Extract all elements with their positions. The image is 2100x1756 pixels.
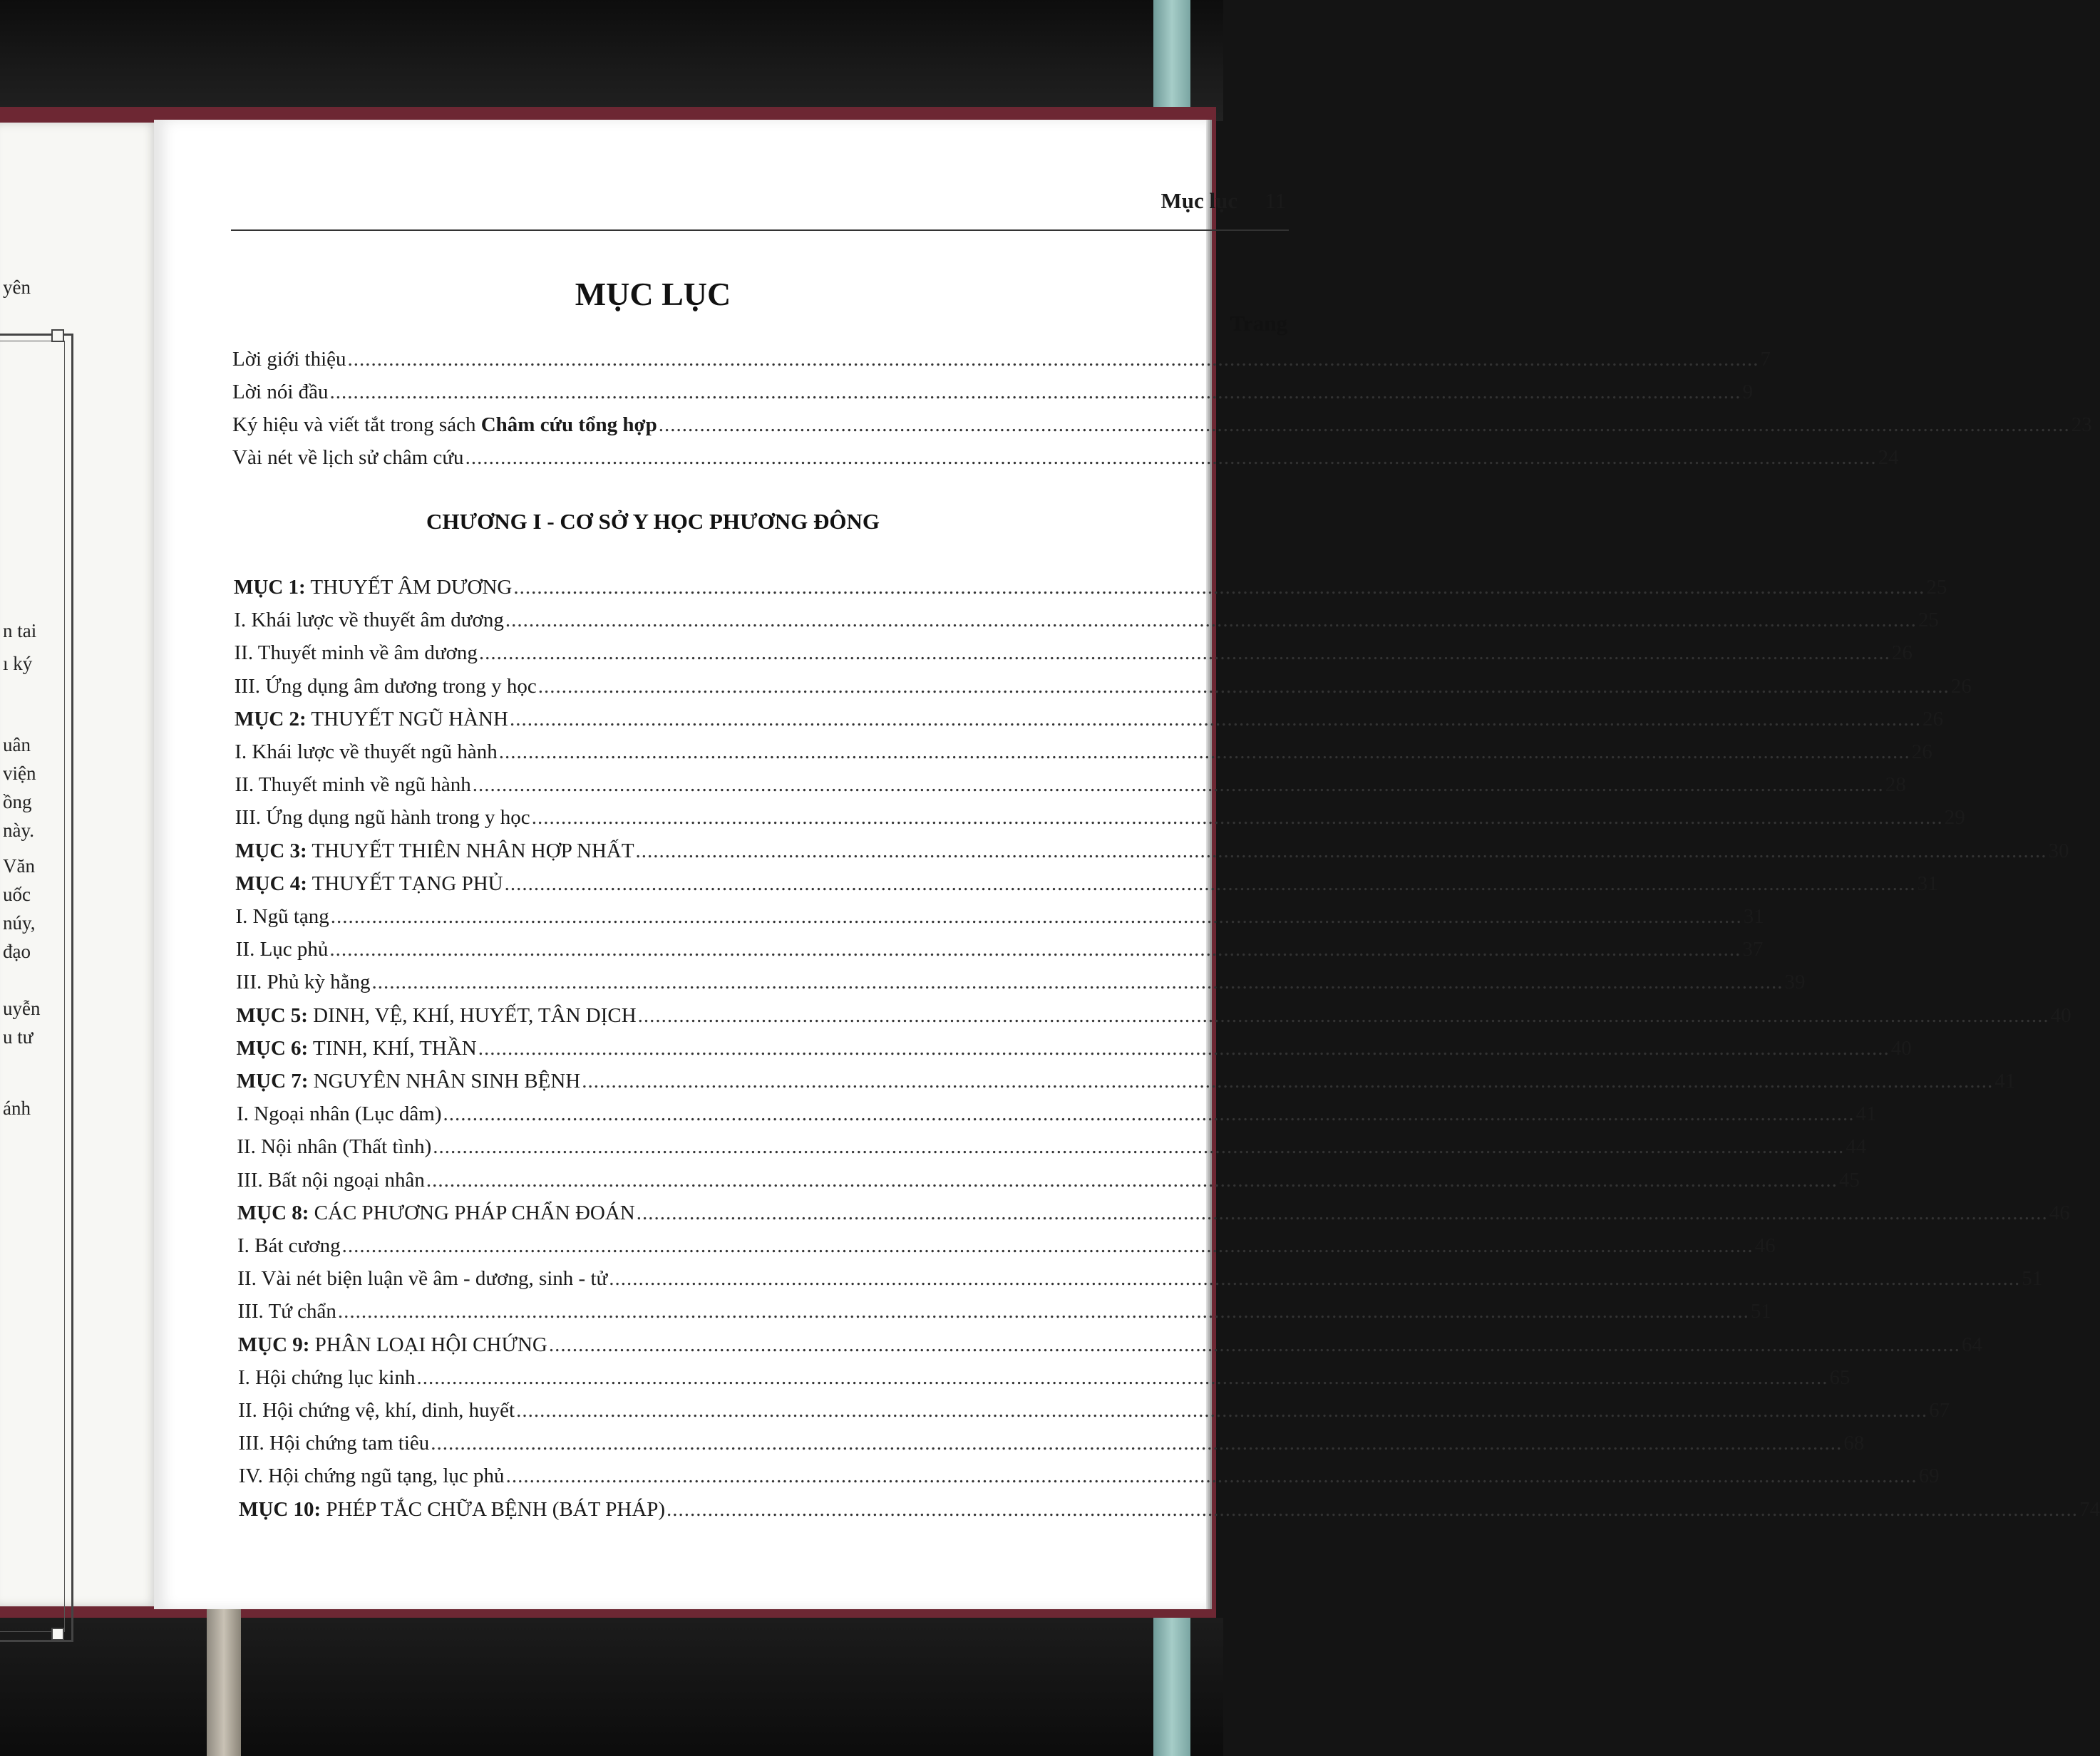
toc-entry-label: [237, 1070, 581, 1093]
toc-entry-text: Lời giới thiệu: [232, 348, 346, 371]
toc-entry-page-number: 9: [1742, 381, 1754, 403]
dot-leader: [431, 1432, 1842, 1455]
running-head-title: Mục lục: [1160, 188, 1238, 213]
dot-leader: [478, 1037, 1890, 1060]
toc-entry-text: II. Lục phủ: [235, 938, 329, 961]
toc-entry-page-number: 28: [1885, 773, 1906, 797]
toc-entry-label: [237, 1267, 607, 1291]
dot-leader: [513, 576, 1925, 599]
toc-entry-label: [238, 1300, 336, 1323]
toc-entry-page-number: 24: [1878, 446, 1899, 469]
dot-leader: [506, 1465, 1918, 1488]
toc-entry-label: [234, 609, 504, 632]
toc-entry-bold-text: MỤC 4:: [235, 872, 307, 895]
right-page: [154, 120, 2100, 1609]
dot-leader: [443, 1102, 1854, 1126]
toc-entry-label: [236, 971, 370, 994]
toc-entry: [235, 938, 1764, 968]
dot-leader: [473, 773, 1884, 797]
toc-entry-text: I. Khái lược về thuyết ngũ hành: [235, 740, 498, 763]
toc-entry: [237, 1267, 2043, 1297]
frame-corner-ornament: [51, 1628, 64, 1641]
toc-entry-text: NGUYÊN NHÂN SINH BỆNH: [308, 1070, 581, 1093]
toc-entry-page-number: 40: [1890, 1036, 1912, 1060]
toc-entry-label: [237, 1037, 477, 1060]
toc-entry-label: [232, 348, 346, 371]
toc-entry: [238, 1465, 1940, 1494]
left-page-text-fragment: n tai: [3, 620, 37, 641]
toc-entry: [232, 381, 1754, 410]
left-page-text-fragment: uốc: [3, 884, 31, 905]
dot-leader: [516, 1399, 1927, 1422]
dot-leader: [329, 938, 1741, 961]
toc-entry-bold-text: MỤC 7:: [236, 1070, 309, 1093]
toc-entry-page-number: 51: [1750, 1300, 1771, 1323]
toc-entry: [236, 971, 1806, 1001]
toc-entry-text: THUYẾT TẠNG PHỦ: [307, 872, 503, 895]
page-column-header: Trang: [1230, 311, 1287, 336]
toc-entry-label: [237, 1202, 635, 1225]
toc-entry-text: III. Ứng dụng ngũ hành trong y học: [235, 806, 530, 830]
toc-entry-text: THUYẾT ÂM DƯƠNG: [305, 576, 513, 599]
toc-entry-text: THUYẾT THIÊN NHÂN HỢP NHẤT: [307, 839, 634, 862]
dot-leader: [636, 840, 2047, 863]
toc-entry-text: CÁC PHƯƠNG PHÁP CHẨN ĐOÁN: [309, 1201, 635, 1224]
dot-leader: [638, 1004, 2049, 1028]
toc-entry: [235, 707, 1943, 738]
toc-entry: [235, 839, 2069, 869]
toc-entry: [237, 1300, 1771, 1330]
left-page-text-fragment: núy,: [3, 912, 36, 934]
toc-entry-bold-text: MỤC 1:: [234, 576, 306, 599]
toc-entry-page-number: 26: [1911, 740, 1932, 763]
toc-entry-page-number: 69: [1918, 1465, 1940, 1488]
toc-entry-label: [235, 641, 478, 665]
toc-entry-page-number: 40: [2050, 1003, 2071, 1027]
running-head: [981, 188, 1286, 214]
toc-entry-page-number: 25: [1926, 576, 1947, 599]
toc-entry: [235, 740, 1932, 770]
toc-entry-label: [235, 872, 503, 896]
toc-entry-label: [232, 413, 657, 437]
chapter-heading: CHƯƠNG I - CƠ SỞ Y HỌC PHƯƠNG ĐÔNG: [426, 509, 880, 534]
toc-entry-bold-text: MỤC 3:: [235, 839, 307, 862]
dot-leader: [549, 1333, 1960, 1357]
toc-entry-page-number: 30: [2048, 839, 2069, 862]
toc-entry-label: [236, 905, 329, 929]
toc-entry-text: II. Hội chứng vệ, khí, dinh, huyết: [238, 1399, 515, 1422]
toc-entry-page-number: 64: [1961, 1333, 1982, 1356]
toc-entry-text: IV. Hội chứng ngũ tạng, lục phủ: [238, 1465, 505, 1488]
toc-entry-text: II. Vài nét biện luận về âm - dương, sinh - tử: [237, 1267, 608, 1291]
toc-entry-text: II. Nội nhân (Thất tình): [237, 1135, 432, 1159]
toc-entry: [232, 348, 1771, 378]
toc-entry-text: I. Bát cương: [237, 1234, 341, 1257]
toc-entry-label: [238, 1399, 515, 1422]
dot-leader: [426, 1169, 1838, 1192]
toc-entry-text: PHÉP TẮC CHỮA BỆNH (BÁT PHÁP): [321, 1497, 665, 1521]
dot-leader: [331, 905, 1742, 929]
toc-title: MỤC LỤC: [575, 276, 731, 312]
toc-entry-label: [235, 708, 508, 731]
toc-entry-text: I. Ngũ tạng: [235, 905, 329, 928]
toc-entry: [234, 674, 1972, 705]
toc-entry: [236, 1036, 1912, 1067]
dot-leader: [348, 348, 1759, 371]
header-rule: [231, 229, 1289, 231]
dot-leader: [338, 1300, 1749, 1323]
toc-entry-page-number: 31: [1743, 905, 1764, 928]
toc-entry-bold-text: MỤC 2:: [235, 707, 307, 730]
left-page-text-fragment: ánh: [3, 1098, 31, 1119]
left-page: [0, 123, 160, 1606]
toc-entry-page-number: 26: [1950, 674, 1972, 698]
toc-entry-label: [238, 1333, 547, 1357]
left-page-text-fragment: Văn: [3, 855, 35, 877]
toc-entry-label: [237, 1169, 425, 1192]
toc-entry-bold-text: MỤC 8:: [237, 1201, 309, 1224]
toc-entry-label: [237, 1135, 431, 1159]
toc-entry-text: Lời nói đầu: [232, 381, 329, 403]
toc-entry-text: THUYẾT NGŨ HÀNH: [306, 707, 508, 730]
toc-entry-label: [237, 1102, 441, 1126]
left-page-text-fragment: uyễn: [3, 998, 41, 1019]
toc-entry: [238, 1432, 1865, 1462]
dot-leader: [532, 806, 1943, 830]
page-border-inner: [0, 341, 65, 1632]
toc-entry-label: [235, 840, 634, 863]
left-page-text-fragment: viện: [3, 763, 36, 784]
toc-entry-label: [236, 938, 329, 961]
toc-entry-label: [239, 1465, 505, 1488]
toc-entry-label: [238, 1366, 415, 1390]
dot-leader: [371, 971, 1783, 994]
toc-entry-label: [239, 1498, 665, 1522]
bookmark-ribbon: [207, 1596, 241, 1756]
toc-entry-page-number: 26: [1922, 707, 1943, 730]
dot-leader: [505, 609, 1917, 632]
toc-entry-page-number: 41: [1855, 1102, 1877, 1126]
toc-entry: [238, 1399, 1950, 1429]
toc-entry-bold-text: Châm cứu tổng hợp: [480, 413, 657, 436]
toc-entry-text: I. Ngoại nhân (Lục dâm): [237, 1102, 442, 1126]
background-top: [0, 0, 1223, 121]
toc-entry-text: DINH, VỆ, KHÍ, HUYẾT, TÂN DỊCH: [307, 1003, 637, 1027]
dot-leader: [433, 1135, 1844, 1159]
toc-entry-label: [234, 576, 512, 599]
toc-entry: [237, 1201, 2070, 1231]
toc-entry-label: [236, 1004, 636, 1028]
toc-entry-page-number: 39: [1784, 971, 1806, 994]
dot-leader: [330, 381, 1741, 404]
dot-leader: [609, 1267, 2020, 1291]
toc-entry-text: Ký hiệu và viết tắt trong sách: [232, 413, 481, 436]
dot-leader: [582, 1070, 1993, 1093]
toc-entry-page-number: 26: [1891, 641, 1913, 665]
toc-entry-page-number: 23: [2071, 413, 2092, 436]
toc-entry: [235, 872, 1938, 902]
toc-entry: [235, 773, 1906, 803]
toc-entry-page-number: 44: [1846, 1135, 1867, 1159]
toc-entry-label: [232, 446, 464, 470]
toc-entry-text: PHÂN LOẠI HỘI CHỨNG: [309, 1333, 547, 1356]
toc-entry-page-number: 74: [2079, 1497, 2100, 1521]
left-page-text-fragment: u tư: [3, 1026, 34, 1048]
toc-entry-text: TINH, KHÍ, THẦN: [308, 1036, 477, 1060]
toc-entry: [234, 609, 1939, 639]
toc-entry-text: I. Hội chứng lục kinh: [238, 1365, 416, 1389]
left-page-text-fragment: uân: [3, 734, 31, 755]
toc-entry-page-number: 29: [1944, 806, 1965, 830]
toc-entry-label: [232, 381, 329, 404]
left-page-text-fragment: ı ký: [3, 653, 33, 674]
toc-entry-bold-text: MỤC 6:: [236, 1036, 309, 1060]
background-bottom: [0, 1618, 1223, 1756]
toc-entry-page-number: 46: [1754, 1234, 1776, 1257]
toc-entry: [237, 1333, 1982, 1363]
toc-entry-text: II. Thuyết minh về âm dương: [234, 641, 478, 665]
toc-entry: [235, 905, 1764, 935]
toc-entry: [232, 413, 2092, 443]
dot-leader: [510, 708, 1921, 731]
toc-entry-page-number: 68: [1843, 1432, 1865, 1455]
toc-entry-label: [235, 740, 498, 764]
toc-entry-page-number: 65: [1829, 1365, 1851, 1389]
toc-entry-label: [237, 1234, 341, 1258]
dot-leader: [637, 1202, 2048, 1225]
toc-entry-label: [235, 806, 530, 830]
frame-corner-ornament: [51, 329, 64, 342]
toc-entry: [237, 1234, 1776, 1264]
toc-entry-page-number: 37: [1742, 938, 1764, 961]
toc-entry-text: II. Thuyết minh về ngũ hành: [235, 773, 471, 797]
left-page-text-fragment: này.: [3, 820, 34, 841]
toc-entry-label: [235, 773, 471, 797]
toc-entry-page-number: 7: [1760, 348, 1771, 371]
toc-entry-page-number: 46: [2049, 1201, 2070, 1224]
toc-entry-bold-text: MỤC 5:: [236, 1003, 308, 1027]
toc-entry: [237, 1168, 1860, 1199]
toc-entry: [235, 806, 1965, 836]
background-strip-top: [1153, 0, 1190, 121]
toc-entry-page-number: 45: [1838, 1168, 1860, 1192]
toc-entry-text: III. Ứng dụng âm dương trong y học: [234, 674, 537, 698]
dot-leader: [666, 1498, 2078, 1522]
dot-leader: [499, 740, 1910, 764]
toc-entry-page-number: 25: [1918, 609, 1939, 632]
dot-leader: [479, 641, 1890, 665]
toc-entry-page-number: 41: [1995, 1070, 2016, 1093]
toc-entry-page-number: 31: [1917, 872, 1938, 895]
toc-entry: [234, 641, 1913, 671]
toc-entry-text: III. Phủ kỳ hằng: [236, 971, 371, 994]
toc-entry: [236, 1003, 2071, 1034]
dot-leader: [465, 446, 1877, 470]
toc-entry-text: III. Bất nội ngoại nhân: [237, 1168, 425, 1192]
left-page-text-fragment: ồng: [3, 791, 32, 812]
dot-leader: [342, 1234, 1754, 1258]
toc-entry: [237, 1135, 1867, 1165]
left-page-text-fragment: đạo: [3, 941, 31, 962]
toc-entry-label: [235, 675, 537, 698]
dot-leader: [505, 872, 1916, 896]
toc-entry-text: I. Khái lược về thuyết âm dương: [234, 609, 504, 632]
toc-entry-page-number: 67: [1929, 1399, 1950, 1422]
left-page-text-fragment: yên: [3, 277, 31, 298]
toc-entry: [232, 446, 1899, 476]
toc-entry-text: Vài nét về lịch sử châm cứu: [232, 446, 464, 469]
toc-entry: [237, 1102, 1877, 1132]
dot-leader: [538, 675, 1950, 698]
toc-entry-page-number: 51: [2022, 1267, 2043, 1291]
dot-leader: [416, 1366, 1828, 1390]
dot-leader: [659, 413, 2070, 437]
background-strip-bottom: [1153, 1618, 1190, 1756]
toc-entry-bold-text: MỤC 10:: [239, 1497, 321, 1521]
toc-entry: [239, 1497, 2100, 1528]
toc-entry-label: [239, 1432, 430, 1455]
toc-entry: [236, 1070, 2016, 1100]
running-head-page-number: 11: [1265, 188, 1286, 213]
toc-entry-text: III. Hội chứng tam tiêu: [238, 1432, 430, 1455]
toc-entry-bold-text: MỤC 9:: [237, 1333, 310, 1356]
toc-entry: [234, 576, 1947, 606]
toc-entry: [238, 1365, 1851, 1396]
toc-entry-text: III. Tứ chẩn: [237, 1300, 336, 1323]
